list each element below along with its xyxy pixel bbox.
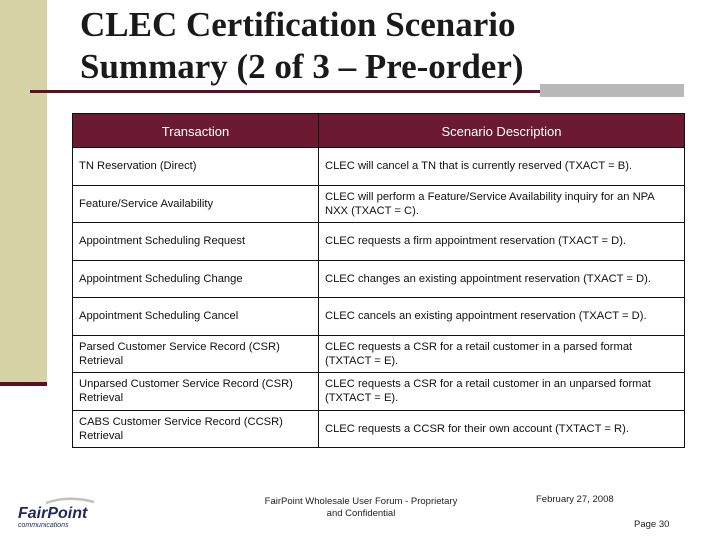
- page-number: Page 30: [634, 519, 670, 530]
- transaction-cell: CABS Customer Service Record (CCSR) Retrieval: [73, 410, 319, 448]
- table-row: [73, 298, 685, 336]
- table-row: [73, 373, 685, 411]
- title-underline: [30, 90, 540, 93]
- logo-swoosh: [46, 499, 94, 503]
- description-cell: CLEC changes an existing appointment reservation (TXACT = D).: [319, 260, 685, 298]
- footer-line-2: and Confidential: [326, 508, 396, 519]
- table-header-row: [73, 114, 685, 148]
- header-transaction: Transaction: [73, 114, 319, 148]
- side-decor-bar: [0, 0, 47, 382]
- fairpoint-logo: [16, 496, 108, 530]
- side-decor-rule: [0, 382, 47, 386]
- table-row: [73, 410, 685, 448]
- logo-tagline: communications: [18, 522, 69, 529]
- footer-confidentiality: [255, 496, 467, 520]
- transaction-cell: Appointment Scheduling Cancel: [73, 298, 319, 336]
- logo-wordmark: FairPoint: [18, 505, 88, 522]
- scenario-table: [72, 113, 685, 448]
- footer-line-1: FairPoint Wholesale User Forum - Proprietary: [264, 496, 458, 507]
- description-cell: CLEC will cancel a TN that is currently reserved (TXACT = B).: [319, 148, 685, 186]
- table-row: [73, 185, 685, 223]
- footer-date: February 27, 2008: [536, 494, 614, 505]
- table-row: [73, 148, 685, 186]
- transaction-cell: Unparsed Customer Service Record (CSR) Retrieval: [73, 373, 319, 411]
- slide-title: [80, 4, 700, 88]
- table-row: [73, 335, 685, 373]
- transaction-cell: Appointment Scheduling Request: [73, 223, 319, 261]
- table-row: [73, 260, 685, 298]
- transaction-cell: Feature/Service Availability: [73, 185, 319, 223]
- header-scenario-description: Scenario Description: [319, 114, 685, 148]
- description-cell: CLEC requests a firm appointment reservation (TXACT = D).: [319, 223, 685, 261]
- transaction-cell: Parsed Customer Service Record (CSR) Retrieval: [73, 335, 319, 373]
- slide-title-line-2: Summary (2 of 3 – Pre-order): [80, 47, 524, 86]
- description-cell: CLEC requests a CSR for a retail customer in a parsed format (TXTACT = E).: [319, 335, 685, 373]
- description-cell: CLEC cancels an existing appointment reservation (TXACT = D).: [319, 298, 685, 336]
- description-cell: CLEC requests a CSR for a retail customer in an unparsed format (TXTACT = E).: [319, 373, 685, 411]
- description-cell: CLEC requests a CCSR for their own account (TXTACT = R).: [319, 410, 685, 448]
- slide-title-line-1: CLEC Certification Scenario: [80, 5, 516, 44]
- transaction-cell: Appointment Scheduling Change: [73, 260, 319, 298]
- transaction-cell: TN Reservation (Direct): [73, 148, 319, 186]
- description-cell: CLEC will perform a Feature/Service Availability inquiry for an NPA NXX (TXACT = C).: [319, 185, 685, 223]
- table-row: [73, 223, 685, 261]
